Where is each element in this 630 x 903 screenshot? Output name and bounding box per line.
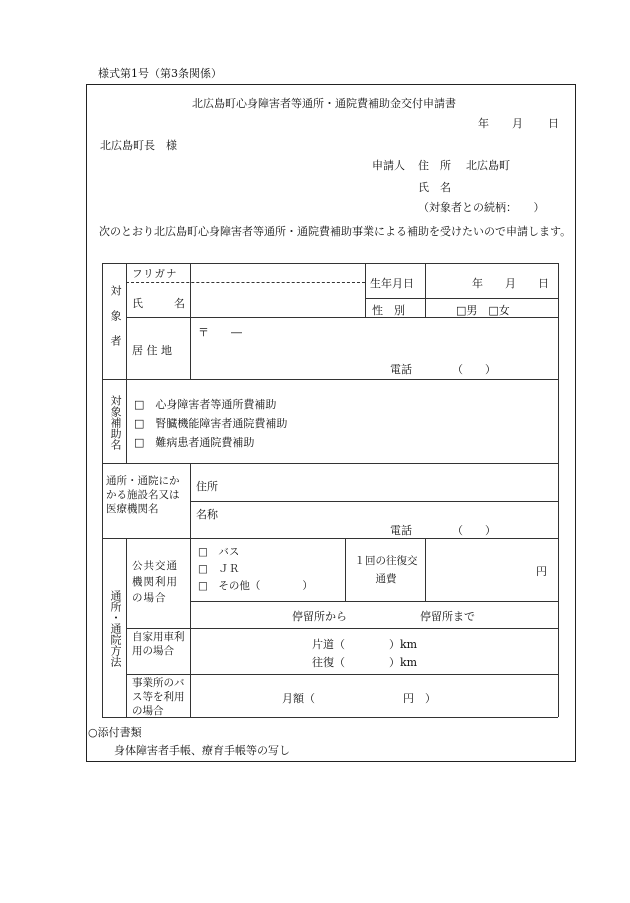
car-round-trip: 往復（ ）km (312, 656, 418, 669)
public-option-other[interactable]: □ その他（ ） (198, 580, 313, 592)
applicant-label: 申請人 (372, 159, 405, 172)
facility-phone-label: 電話 (390, 524, 412, 537)
public-transport-label: 公共交通機関利用の場合 (132, 560, 178, 604)
form-number: 様式第1号（第3条関係） (98, 67, 222, 80)
birth-value: 年 月 日 (472, 277, 549, 290)
facility-phone-paren: （ ） (452, 524, 496, 537)
car-one-way: 片道（ ）km (312, 638, 418, 651)
subject-phone-label: 電話 (390, 363, 412, 376)
attachments-label: ○添付書類 (88, 726, 142, 739)
attachments-text: 身体障害者手帳、療育手帳等の写し (114, 744, 290, 757)
date-month: 月 (512, 117, 523, 130)
applicant-address-label: 住 所 (418, 159, 451, 172)
body-text: 次のとおり北広島町心身障害者等通所・通院費補助事業による補助を受けたいので申請します。 (99, 225, 572, 238)
date-day: 日 (548, 117, 559, 130)
sex-label: 性 別 (372, 304, 405, 317)
method-section-label: 通所・通院方法 (109, 589, 122, 667)
sex-options[interactable]: □男 □女 (456, 304, 510, 317)
subsidy-option-2[interactable]: □ 腎臓機能障害者通院費補助 (134, 417, 288, 430)
form-title: 北広島町心身障害者等通所・通院費補助金交付申請書 (192, 97, 456, 110)
subsidy-option-3[interactable]: □ 難病患者通院費補助 (134, 436, 255, 449)
birth-label: 生年月日 (370, 277, 414, 290)
residence-label: 居 住 地 (132, 344, 172, 357)
applicant-address-value: 北広島町 (466, 159, 510, 172)
addressee: 北広島町長 様 (100, 139, 177, 152)
fare-label: １回の往復交通費 (354, 555, 418, 585)
applicant-relation: （対象者との続柄： ） (418, 201, 545, 214)
facility-label: 通所・通院にかかる施設名又は医療機関名 (106, 475, 180, 515)
facility-address-label: 住所 (196, 480, 218, 493)
facility-name-label: 名称 (196, 508, 218, 521)
name-label: 氏 名 (132, 297, 195, 310)
subsidy-section-label: 対象補助名 (109, 394, 122, 450)
public-option-jr[interactable]: □ ＪＲ (198, 563, 240, 575)
subject-section-label: 対象者 (109, 284, 122, 360)
applicant-name-label: 氏 名 (418, 181, 451, 194)
car-label: 自家用車利用の場合 (132, 631, 185, 657)
furigana-label: フリガナ (132, 268, 178, 280)
fare-yen: 円 (536, 565, 547, 578)
date-year: 年 (478, 117, 489, 130)
bus-label: 事業所のバス等を利用の場合 (132, 677, 185, 717)
stop-to: 停留所まで (420, 610, 475, 623)
subject-phone-paren: （ ） (452, 363, 496, 376)
monthly-amount: 月額（ 円 ） (282, 692, 436, 705)
public-option-bus[interactable]: □ バス (198, 546, 240, 558)
stop-from: 停留所から (292, 610, 347, 623)
postal-mark: 〒 ― (198, 326, 242, 339)
subsidy-option-1[interactable]: □ 心身障害者等通所費補助 (134, 398, 277, 411)
